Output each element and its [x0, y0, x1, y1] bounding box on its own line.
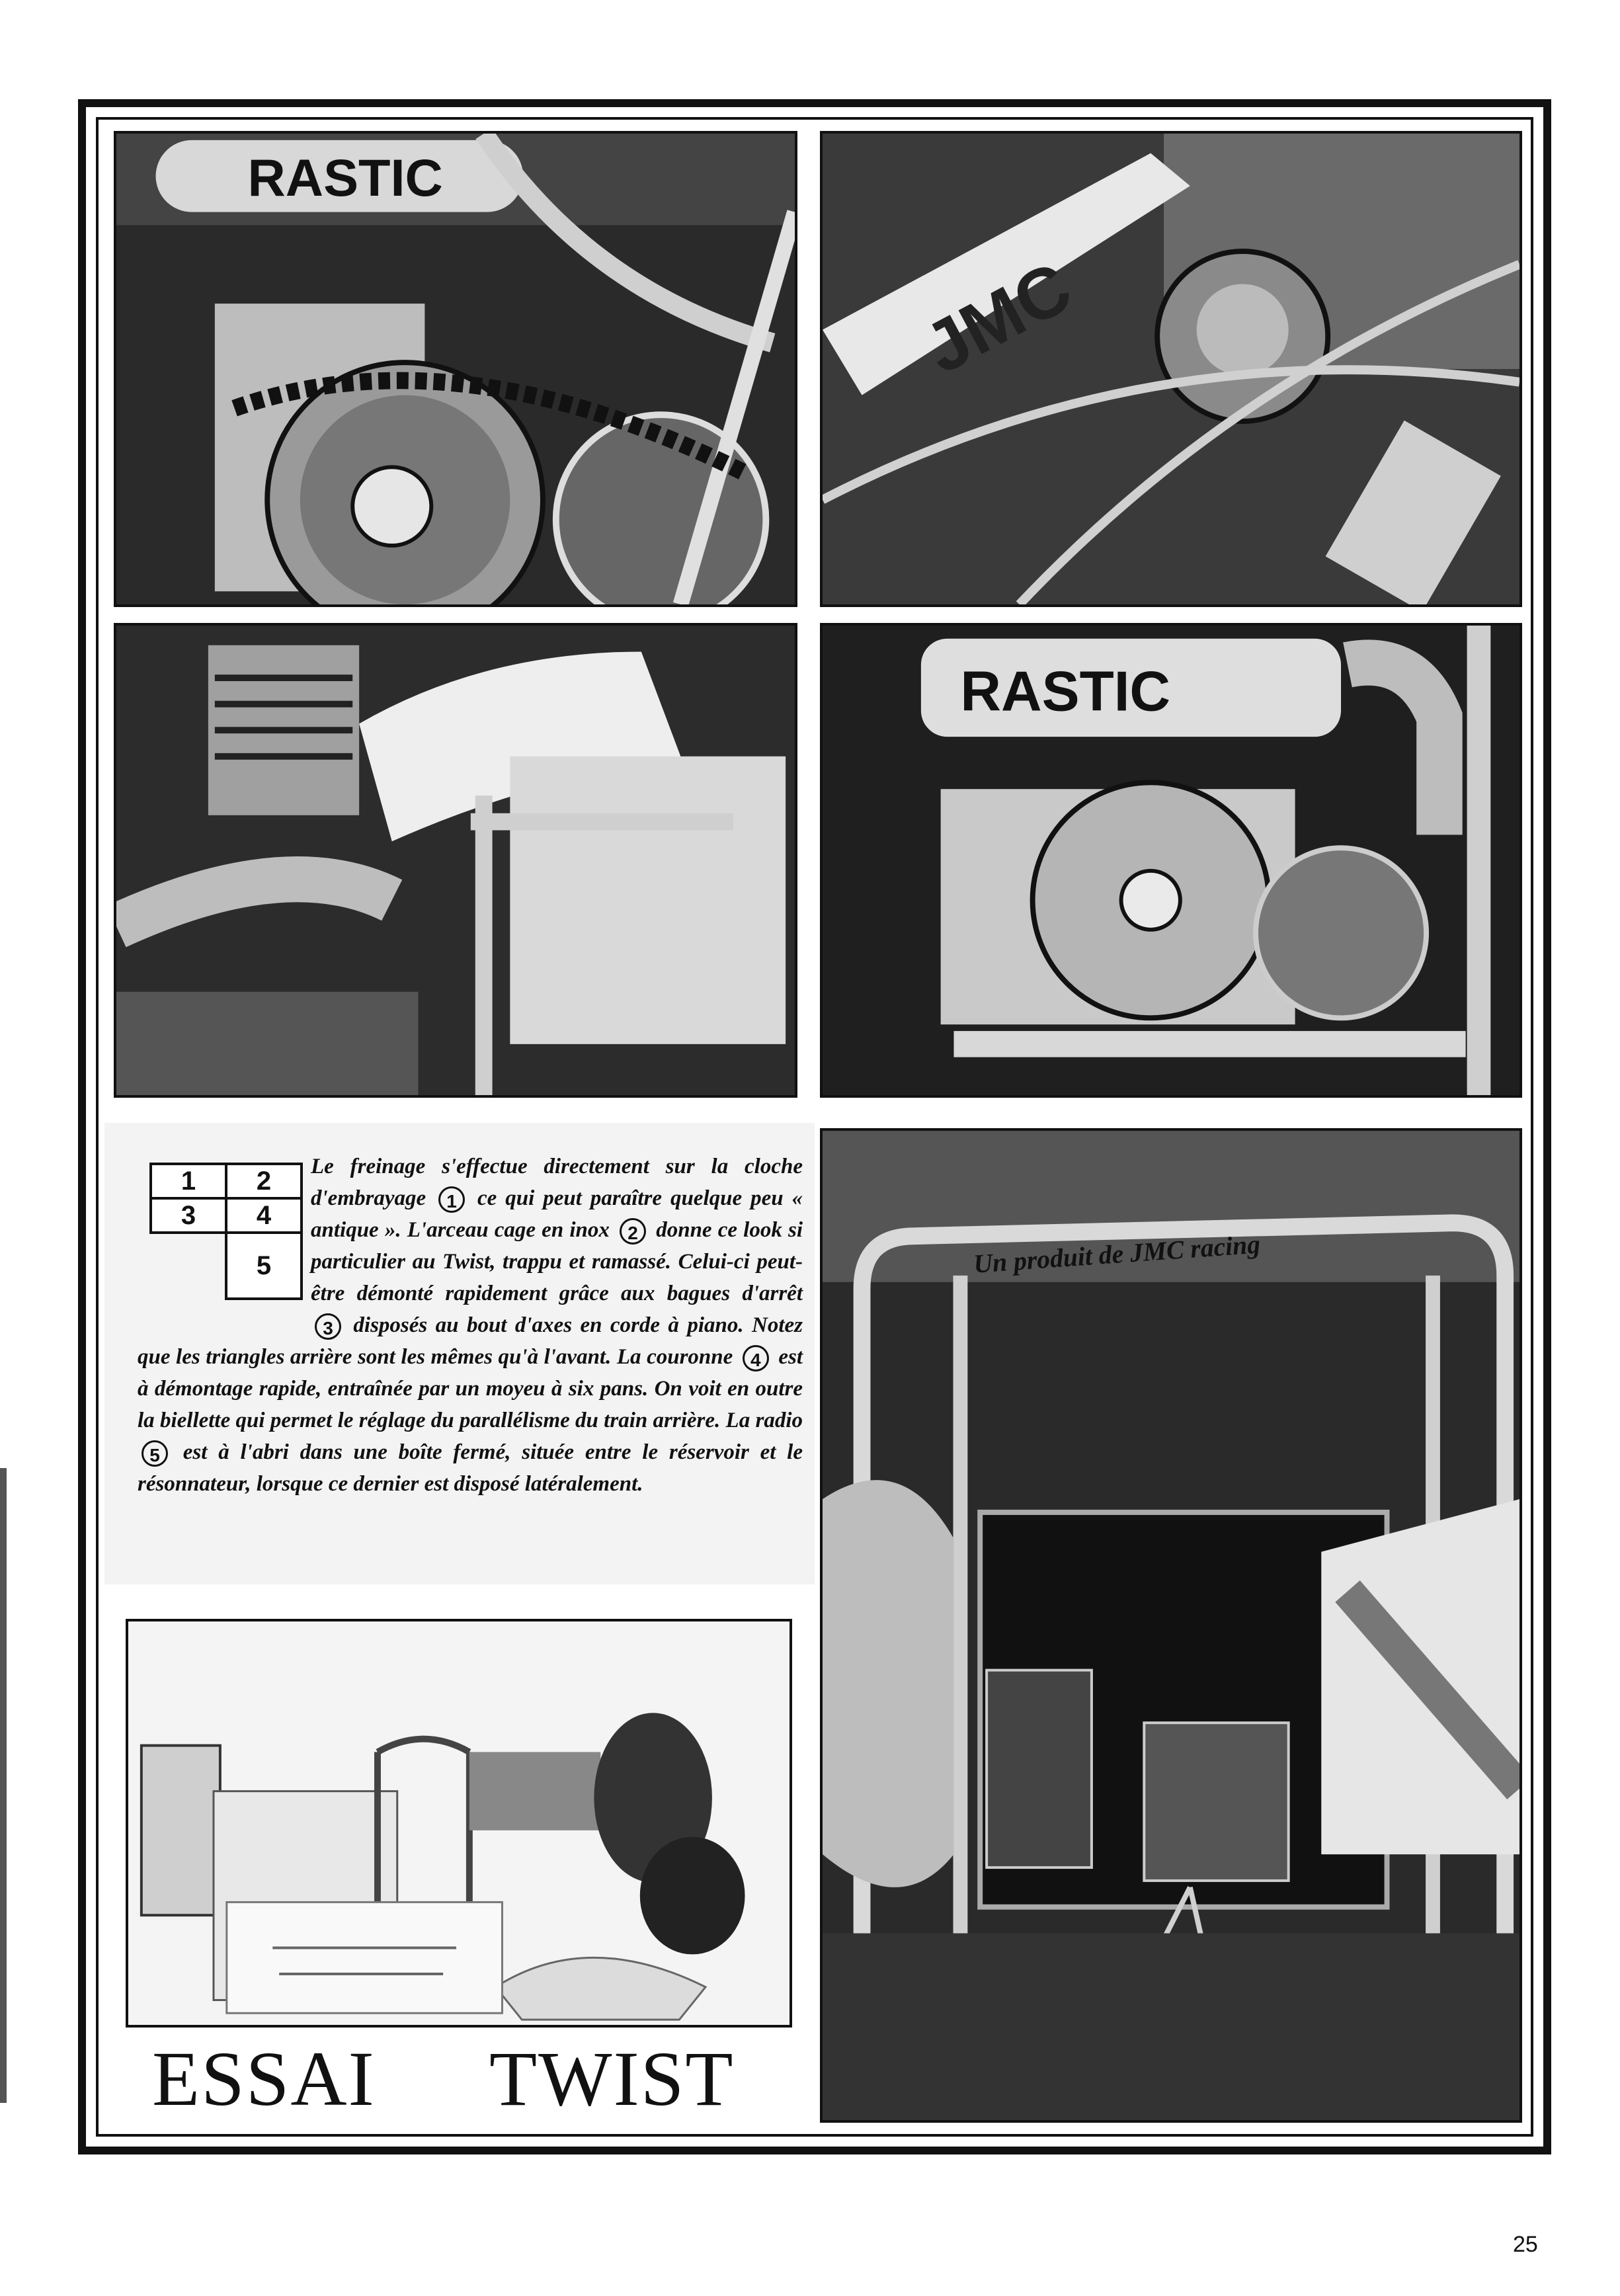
caption-part-1: Le freinage s'effectue directement sur la cloche d'embrayage	[311, 1155, 803, 1210]
callout-3: 3	[315, 1313, 341, 1340]
photo-1-overlay: RASTIC	[247, 148, 443, 207]
key-cell-5: 5	[225, 1231, 303, 1300]
kit-contents-photo	[126, 1619, 792, 2028]
photo-4	[820, 623, 1522, 1098]
photo-4-overlay: RASTIC	[960, 660, 1171, 723]
title-word-twist: TWIST	[489, 2035, 735, 2122]
caption-part-2: ce qui peut paraître quelque peu « antique ». L'arceau cage en inox	[311, 1186, 803, 1242]
photo-2	[820, 131, 1522, 607]
caption-spacer	[138, 1151, 311, 1337]
article-title	[126, 2035, 793, 2123]
caption-part-4: disposés au bout d'axes en corde à piano. Notez que les triangles arrière sont les mêmes qu'à l'avant. La couronne	[138, 1313, 803, 1369]
callout-1: 1	[438, 1186, 465, 1213]
callout-4: 4	[743, 1345, 769, 1372]
caption-part-5: est à démontage rapide, entraînée par un moyeu à six pans. On voit en outre la biellette qui permet le réglage du parallélisme du train arrière. La radio	[138, 1345, 803, 1432]
key-cell-3: 3	[149, 1197, 227, 1234]
caption-part-6: est à l'abri dans une boîte fermé, située entre le réservoir et le résonnateur, lorsque ce dernier est disposé latéralement.	[138, 1440, 803, 1496]
page-number: 25	[1513, 2232, 1538, 2257]
caption-part-3: donne ce look si particulier au Twist, trappu et ramassé. Celui-ci peut-être démonté rapidement grâce aux bagues d'arrêt	[311, 1218, 803, 1305]
title-word-essai: ESSAI	[152, 2035, 376, 2122]
callout-5: 5	[142, 1440, 168, 1467]
callout-2: 2	[620, 1218, 646, 1245]
photo-3	[114, 623, 797, 1098]
key-cell-4: 4	[225, 1197, 303, 1234]
key-cell-2: 2	[225, 1163, 303, 1200]
key-cell-1: 1	[149, 1163, 227, 1200]
photo-5-overlay: Un produit de JMC racing	[972, 1229, 1262, 1279]
photo-5	[820, 1128, 1522, 2123]
edge-mark	[0, 1468, 7, 2103]
photo-1	[114, 131, 797, 607]
caption-text	[138, 1151, 803, 1574]
photo-2-overlay: JMC	[911, 246, 1084, 390]
